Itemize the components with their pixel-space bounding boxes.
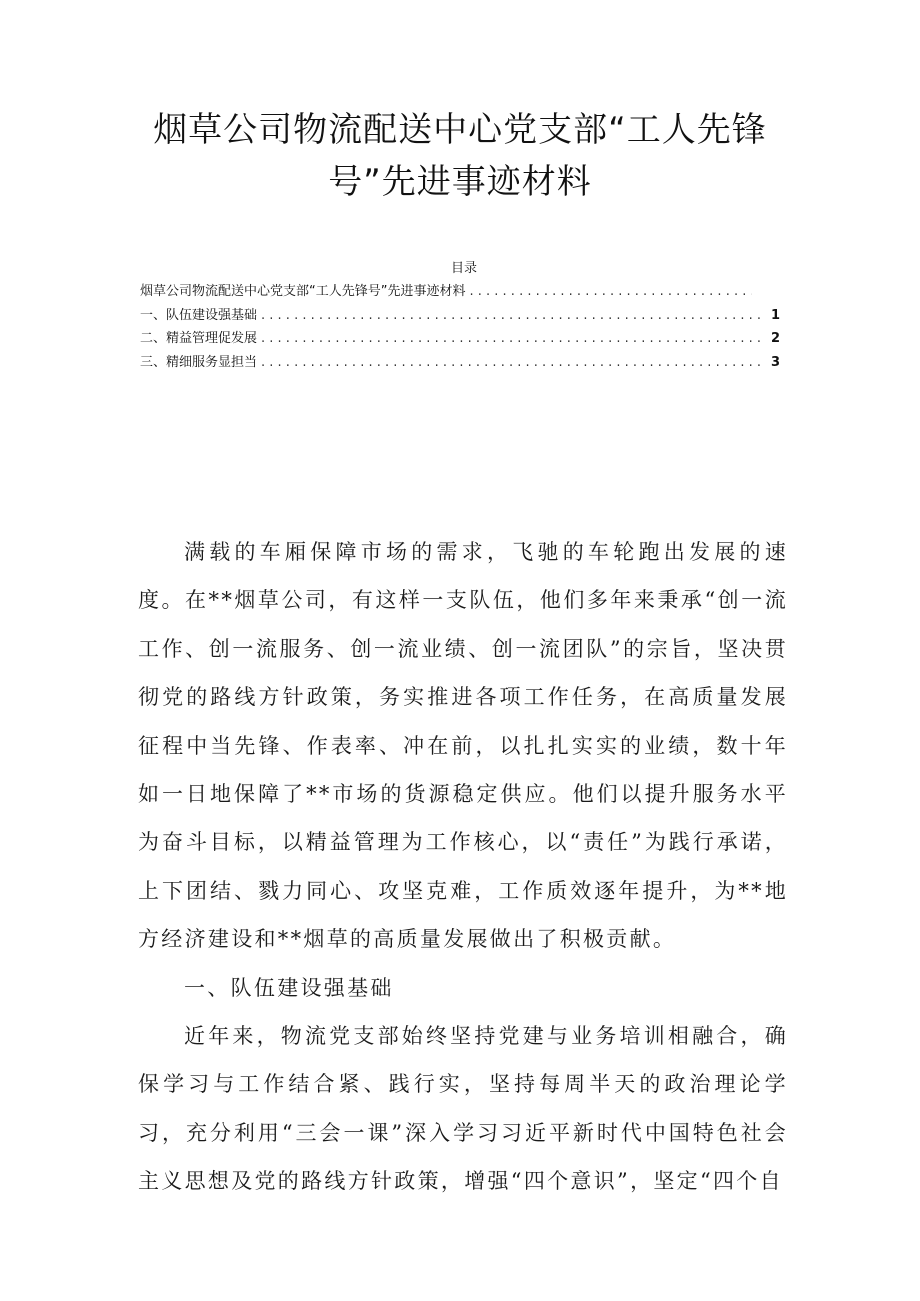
document-body [138, 528, 788, 1206]
toc-entry-page: 3 [770, 354, 780, 370]
document-title [100, 104, 820, 208]
toc-entry[interactable] [140, 351, 780, 375]
section-heading: 一、队伍建设强基础 [184, 975, 394, 1000]
toc-entry-page: 1 [770, 307, 780, 323]
toc-entry[interactable] [140, 304, 780, 328]
toc-heading: 目录 [450, 261, 477, 276]
table-of-contents [140, 258, 780, 374]
toc-entry[interactable] [140, 280, 780, 304]
toc-leader-dots [261, 304, 766, 328]
title-line-2: 号”先进事迹材料 [328, 162, 592, 202]
toc-leader-dots [261, 351, 766, 375]
title-line-1: 烟草公司物流配送中心党支部“工人先锋 [153, 110, 767, 150]
toc-entry-label: 二、精益管理促发展 [140, 331, 258, 346]
body-paragraph: 满载的车厢保障市场的需求，飞驰的车轮跑出发展的速度。在**烟草公司，有这样一支队伍，他们多年来秉承“创一流工作、创一流服务、创一流业绩、创一流团队”的宗旨，坚决贯彻党的路线方针政策，务实推进各项工作任务，在高质量发展征程中当先锋、作表率、冲在前，以扎扎实实的业绩，数十年如一日地保障了**市场的货源稳定供应。他们以提升服务水平为奋斗目标，以精益管理为工作核心，以“责任”为践行承诺，上下团结、戮力同心、攻坚克难，工作质效逐年提升，为**地方经济建设和**烟草的高质量发展做出了积极贡献。 [138, 540, 788, 952]
toc-entry-page: 2 [770, 331, 780, 346]
toc-entry-label: 一、队伍建设强基础 [140, 307, 258, 323]
body-paragraph: 近年来，物流党支部始终坚持党建与业务培训相融合，确保学习与工作结合紧、践行实，坚持每周半天的政治理论学习，充分利用“三会一课”深入学习习近平新时代中国特色社会主义思想及党的路线方针政策，增强“四个意识”，坚定“四个自 [138, 1024, 788, 1194]
toc-leader-dots [261, 327, 766, 351]
toc-leader-dots [469, 280, 752, 304]
toc-entry[interactable] [140, 327, 780, 351]
toc-entry-label: 烟草公司物流配送中心党支部“工人先锋号”先进事迹材料 [140, 284, 466, 299]
toc-entry-label: 三、精细服务显担当 [140, 354, 258, 370]
